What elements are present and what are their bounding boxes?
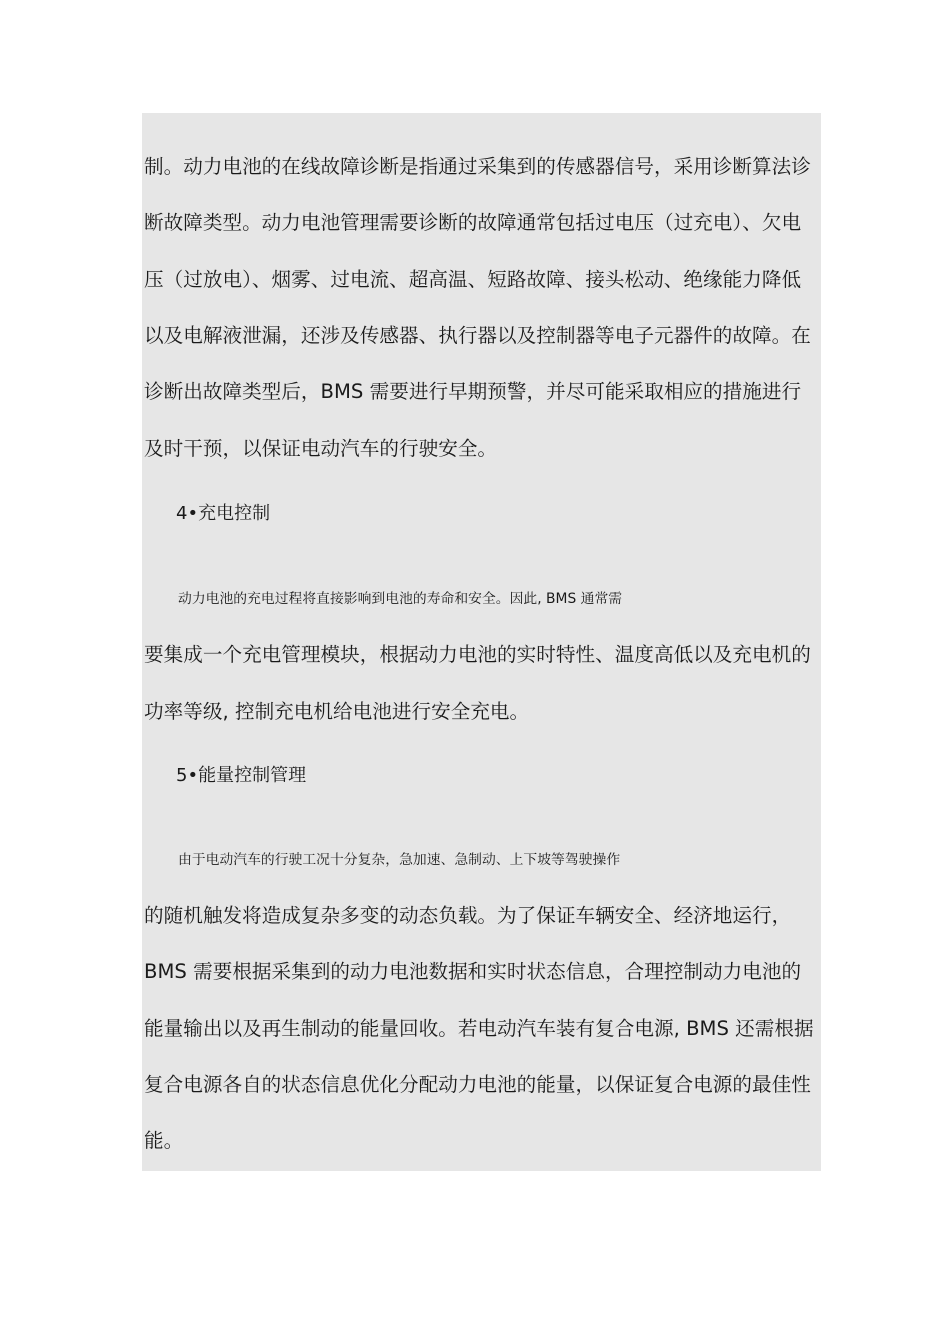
paragraph-line: 压（过放电）、烟雾、过电流、超高温、短路故障、接头松动、绝缘能力降低 xyxy=(144,268,802,291)
paragraph-line: 的随机触发将造成复杂多变的动态负载。为了保证车辆安全、经济地运行， xyxy=(144,904,792,927)
paragraph-line: 复合电源各自的状态信息优化分配动力电池的能量，以保证复合电源的最佳性 xyxy=(144,1073,811,1096)
document-text-block xyxy=(142,113,821,1171)
paragraph-line: 动力电池的充电过程将直接影响到电池的寿命和安全。因此, BMS 通常需 xyxy=(178,591,623,607)
section-heading-charge-control: 4•充电控制 xyxy=(176,503,271,524)
paragraph-line: 断故障类型。动力电池管理需要诊断的故障通常包括过电压（过充电）、欠电 xyxy=(144,211,802,234)
paragraph-line: 能量输出以及再生制动的能量回收。若电动汽车装有复合电源, BMS 还需根据 xyxy=(144,1017,814,1040)
paragraph-line: 由于电动汽车的行驶工况十分复杂，急加速、急制动、上下坡等驾驶操作 xyxy=(178,852,621,868)
paragraph-line: 及时干预，以保证电动汽车的行驶安全。 xyxy=(144,437,498,460)
paragraph-line: 制。动力电池的在线故障诊断是指通过采集到的传感器信号，采用诊断算法诊 xyxy=(144,155,811,178)
paragraph-line: 诊断出故障类型后，BMS 需要进行早期预警，并尽可能采取相应的措施进行 xyxy=(144,380,802,403)
paragraph-line: 能。 xyxy=(144,1129,184,1152)
section-heading-energy-control: 5•能量控制管理 xyxy=(176,765,307,786)
paragraph-line: BMS 需要根据采集到的动力电池数据和实时状态信息，合理控制动力电池的 xyxy=(144,960,802,983)
paragraph-line: 功率等级, 控制充电机给电池进行安全充电。 xyxy=(144,700,530,723)
paragraph-line: 以及电解液泄漏，还涉及传感器、执行器以及控制器等电子元器件的故障。在 xyxy=(144,324,811,347)
paragraph-line: 要集成一个充电管理模块，根据动力电池的实时特性、温度高低以及充电机的 xyxy=(144,643,811,666)
